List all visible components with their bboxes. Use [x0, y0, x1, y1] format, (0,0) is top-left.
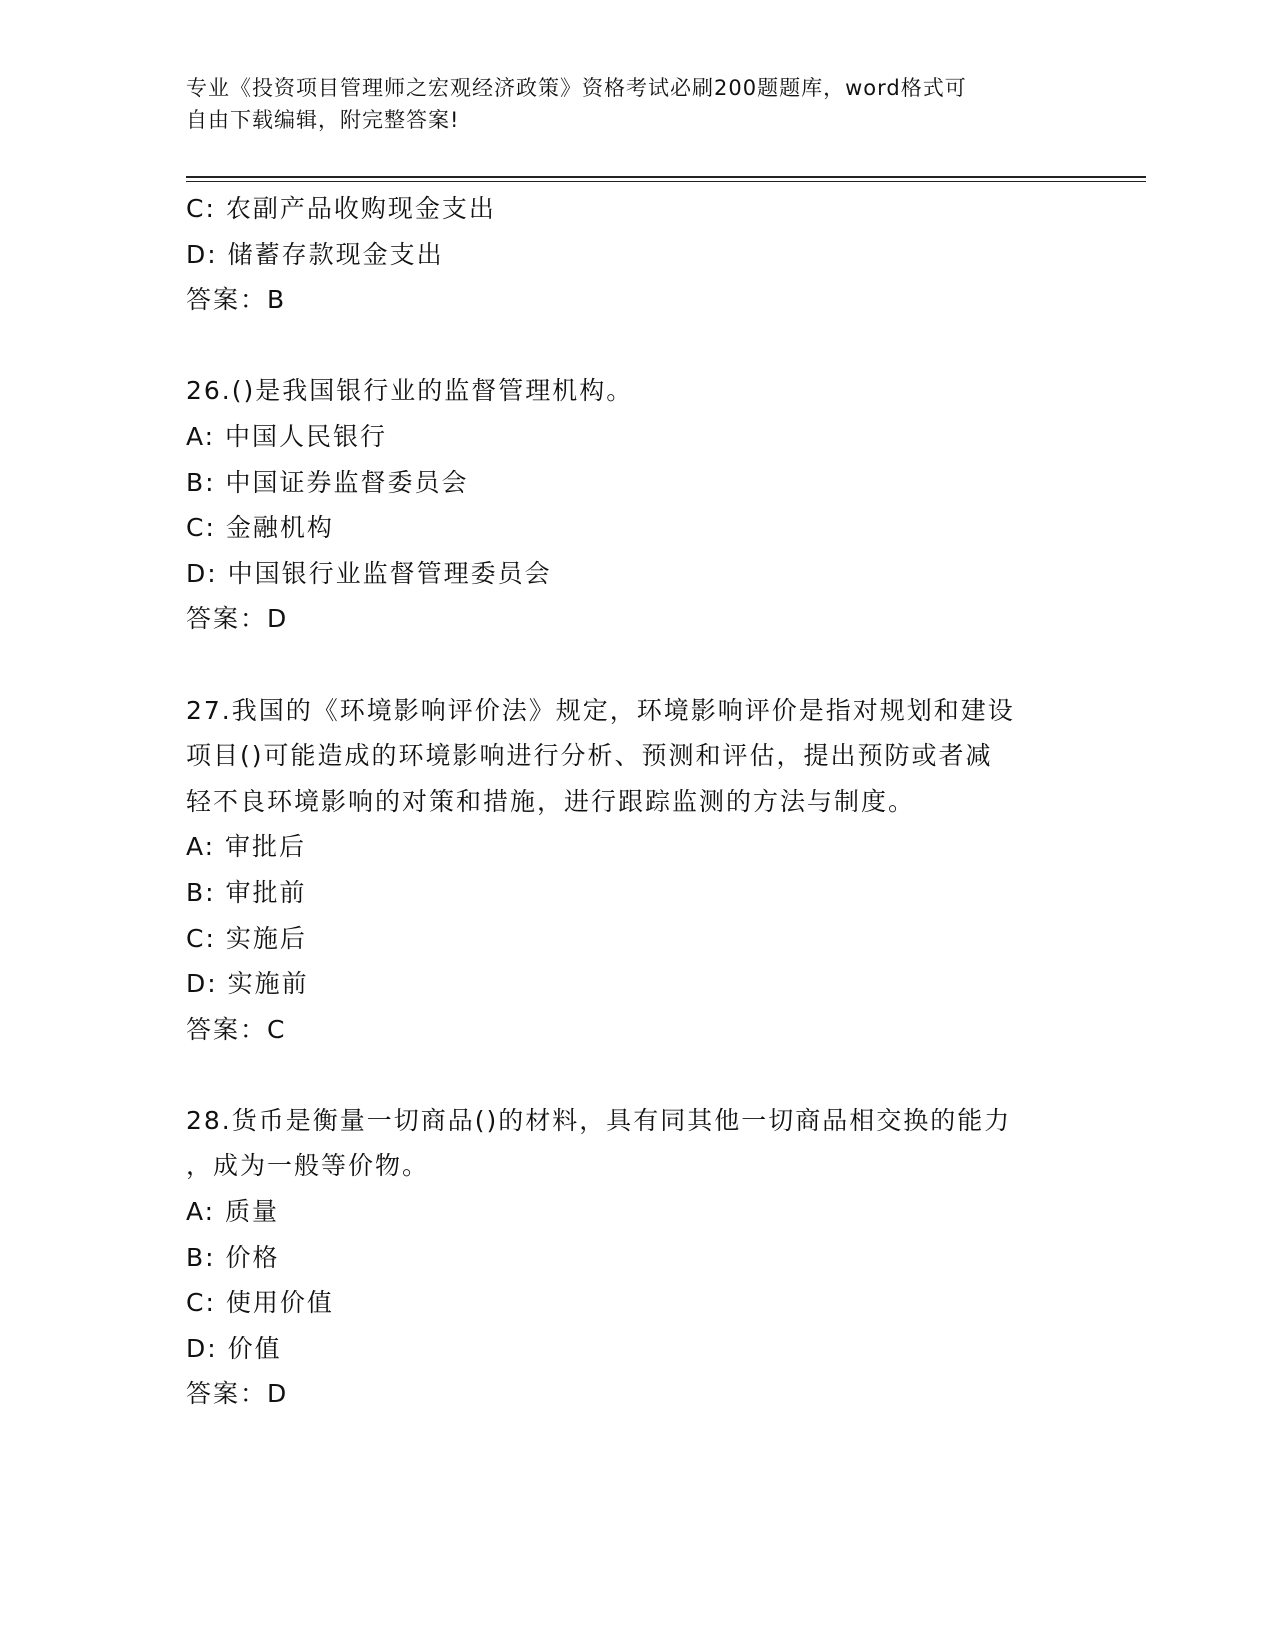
option-d: D: 中国银行业监督管理委员会: [186, 558, 552, 588]
question-stem-cont: ，成为一般等价物。: [186, 1151, 430, 1181]
option-b: B: 价格: [186, 1242, 280, 1272]
option-c: C: 金融机构: [186, 513, 334, 543]
option-a: A: 审批后: [186, 832, 307, 862]
question-stem: 28.货币是衡量一切商品()的材料，具有同其他一切商品相交换的能力: [186, 1105, 1012, 1135]
option-c: C: 实施后: [186, 923, 307, 953]
option-c: C: 使用价值: [186, 1288, 334, 1318]
answer-line: 答案：D: [186, 604, 289, 634]
question-stem-cont: 项目()可能造成的环境影响进行分析、预测和评估，提出预防或者减: [186, 741, 993, 771]
previous-question-tail: [186, 186, 1086, 323]
answer-line: 答案：C: [186, 1014, 287, 1044]
option-a: A: 中国人民银行: [186, 421, 388, 451]
answer-line: 答案：D: [186, 1379, 289, 1409]
spacer: [186, 323, 1086, 369]
header-line-1: 专业《投资项目管理师之宏观经济政策》资格考试必刷200题题库，word格式可: [186, 76, 967, 100]
question-stem: 26.()是我国银行业的监督管理机构。: [186, 376, 634, 406]
option-c: C: 农副产品收购现金支出: [186, 194, 496, 223]
question-26: [186, 368, 1086, 642]
question-stem: 27.我国的《环境影响评价法》规定，环境影响评价是指对规划和建设: [186, 695, 1015, 725]
option-d: D: 价值: [186, 1333, 282, 1363]
spacer: [186, 642, 1086, 688]
question-28: [186, 1098, 1086, 1417]
question-27: [186, 688, 1086, 1053]
option-a: A: 质量: [186, 1197, 280, 1227]
option-d: D: 实施前: [186, 969, 309, 999]
header-rule-thin: [186, 181, 1146, 182]
answer-line: 答案：B: [186, 285, 287, 315]
option-b: B: 审批前: [186, 877, 307, 907]
question-stem-cont: 轻不良环境影响的对策和措施，进行跟踪监测的方法与制度。: [186, 786, 916, 816]
header-line-2: 自由下载编辑，附完整答案!: [186, 108, 460, 132]
document-header: [186, 72, 1066, 136]
spacer: [186, 1052, 1086, 1098]
header-rule-thick: [186, 176, 1146, 178]
option-d: D: 储蓄存款现金支出: [186, 239, 444, 269]
question-list: [186, 186, 1086, 1417]
option-b: B: 中国证券监督委员会: [186, 467, 469, 497]
